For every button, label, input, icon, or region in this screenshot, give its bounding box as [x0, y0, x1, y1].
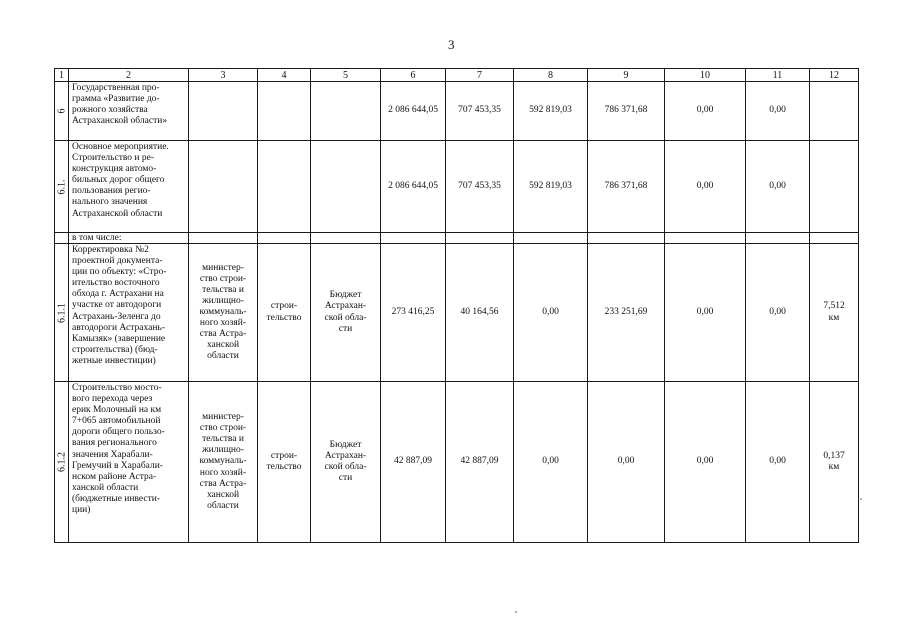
value-cell: 0,00: [514, 244, 588, 382]
value-cell: 707 453,35: [446, 141, 514, 233]
empty-cell: [514, 233, 588, 244]
item-name: Государственная про- грамма «Развитие до- рожного хозяйства Астраханской области»: [69, 82, 189, 141]
work-type-cell: [258, 141, 311, 233]
empty-cell: [311, 233, 381, 244]
row-number: 6.1.: [55, 179, 67, 194]
empty-cell: [381, 233, 446, 244]
empty-cell: [665, 233, 746, 244]
subtotal-note: в том числе:: [69, 233, 189, 244]
work-type-cell: строи- тельство: [258, 244, 311, 382]
value-cell: 592 819,03: [514, 82, 588, 141]
empty-cell: [588, 233, 665, 244]
table-row: [55, 82, 859, 141]
funding-source-cell: [311, 82, 381, 141]
row-number-cell: [55, 82, 69, 141]
value-cell: 0,00: [665, 141, 746, 233]
column-header: 5: [311, 69, 381, 82]
empty-cell: [189, 233, 258, 244]
column-header: 7: [446, 69, 514, 82]
value-cell: 786 371,68: [588, 82, 665, 141]
value-cell: 0,00: [665, 382, 746, 543]
value-cell: 2 086 644,05: [381, 141, 446, 233]
value-cell: 0,00: [665, 244, 746, 382]
empty-cell: [810, 233, 859, 244]
column-header: 4: [258, 69, 311, 82]
value-cell: 0,00: [746, 141, 810, 233]
capacity-cell: [810, 82, 859, 141]
executor-cell: министер- ство строи- тельства и жилищно- коммуналь- ного хозяй- ства Астра- ханской области: [189, 382, 258, 543]
page-number: 3: [448, 37, 455, 52]
capacity-cell: 7,512 км: [810, 244, 859, 382]
funding-source-cell: Бюджет Астрахан- ской обла- сти: [311, 244, 381, 382]
program-table: [54, 68, 859, 543]
row-number-cell: [55, 233, 69, 244]
row-number-cell: [55, 382, 69, 543]
work-type-cell: строи- тельство: [258, 382, 311, 543]
row-number-cell: [55, 244, 69, 382]
value-cell: 2 086 644,05: [381, 82, 446, 141]
capacity-cell: 0,137 км: [810, 382, 859, 543]
value-cell: 0,00: [746, 244, 810, 382]
header-row: [55, 69, 859, 82]
value-cell: 0,00: [746, 382, 810, 543]
value-cell: 233 251,69: [588, 244, 665, 382]
table-row: [55, 141, 859, 233]
executor-cell: министер- ство строи- тельства и жилищно- коммуналь- ного хозяй- ства Астра- ханской области: [189, 244, 258, 382]
empty-cell: [746, 233, 810, 244]
column-header: 10: [665, 69, 746, 82]
table-row: [55, 382, 859, 543]
item-name: Корректировка №2 проектной документа- ции по объекту: «Стро- ительство восточного обхода г. Астрахани на участке от автодороги Астрахань-Зеленга до автодороги Астрахань- Камызяк» (завершение строительства) (бюд- жетные инвестиции): [69, 244, 189, 382]
row-number-cell: [55, 141, 69, 233]
column-header: 1: [55, 69, 69, 82]
column-header: 3: [189, 69, 258, 82]
work-type-cell: [258, 82, 311, 141]
value-cell: 0,00: [746, 82, 810, 141]
capacity-cell: [810, 141, 859, 233]
table-row: [55, 233, 859, 244]
scan-speck: [515, 611, 517, 613]
value-cell: 0,00: [514, 382, 588, 543]
table-row: [55, 244, 859, 382]
column-header: 9: [588, 69, 665, 82]
value-cell: 273 416,25: [381, 244, 446, 382]
empty-cell: [446, 233, 514, 244]
column-header: 11: [746, 69, 810, 82]
value-cell: 592 819,03: [514, 141, 588, 233]
value-cell: 42 887,09: [446, 382, 514, 543]
scan-speck: [860, 498, 862, 500]
column-header: 2: [69, 69, 189, 82]
column-header: 12: [810, 69, 859, 82]
value-cell: 0,00: [588, 382, 665, 543]
value-cell: 786 371,68: [588, 141, 665, 233]
column-header: 6: [381, 69, 446, 82]
row-number: 6: [55, 108, 67, 114]
empty-cell: [258, 233, 311, 244]
funding-source-cell: [311, 141, 381, 233]
value-cell: 0,00: [665, 82, 746, 141]
row-number: 6.1.2: [55, 452, 67, 472]
value-cell: 42 887,09: [381, 382, 446, 543]
item-name: Строительство мосто- вого перехода через ерик Молочный на км 7+065 автомобильной дороги общего пользо- вания регионального значения Харабали- Гремучий в Харабали- нском районе Астра- ханской области (бюджетные инвести- ции): [69, 382, 189, 543]
executor-cell: [189, 82, 258, 141]
item-name: Основное мероприятие. Строительство и ре- конструкция автомо- бильных дорог общего пользования регио- нального значения Астраханской области: [69, 141, 189, 233]
value-cell: 40 164,56: [446, 244, 514, 382]
executor-cell: [189, 141, 258, 233]
row-number: 6.1.1: [55, 302, 67, 323]
funding-source-cell: Бюджет Астрахан- ской обла- сти: [311, 382, 381, 543]
value-cell: 707 453,35: [446, 82, 514, 141]
column-header: 8: [514, 69, 588, 82]
